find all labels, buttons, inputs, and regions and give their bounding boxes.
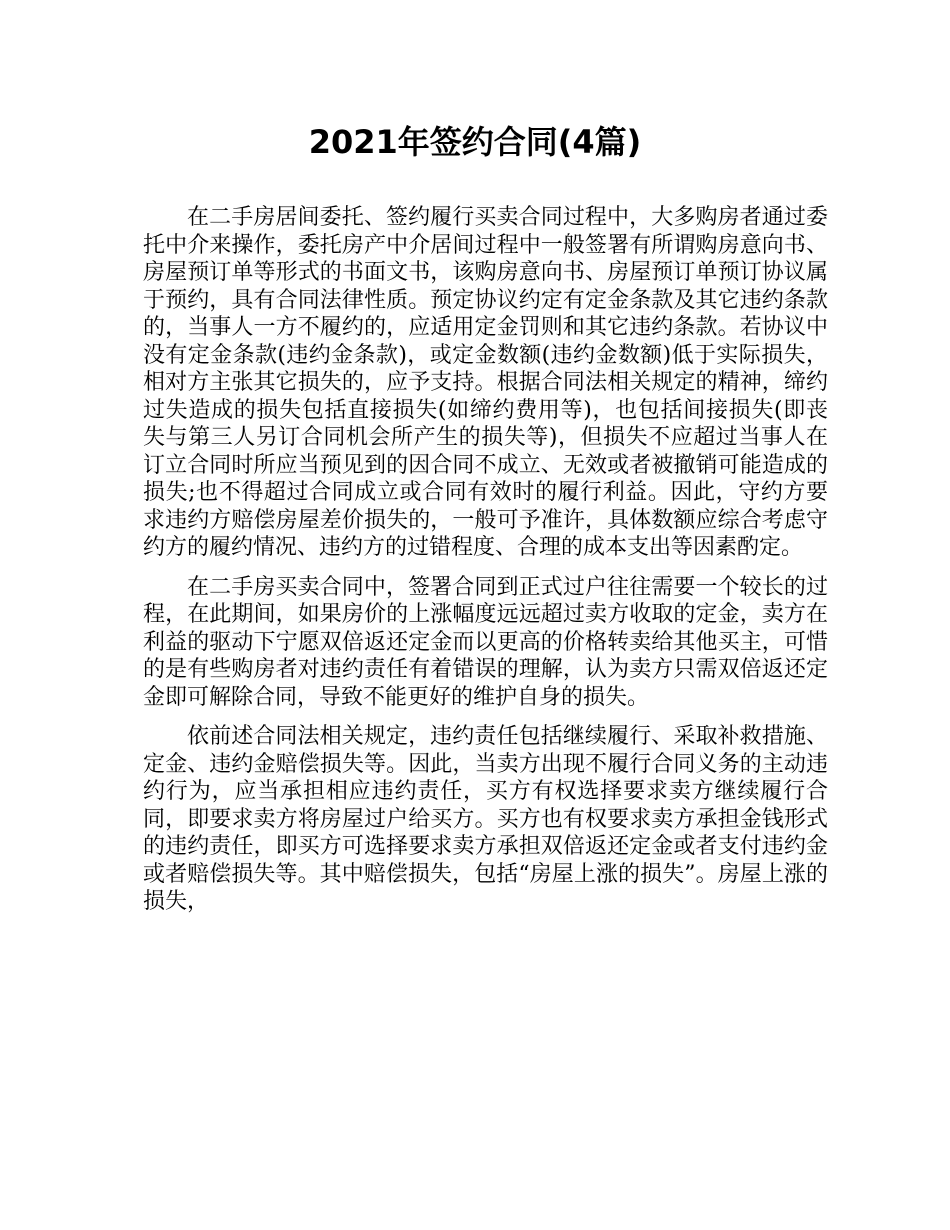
paragraph-2: 在二手房买卖合同中，签署合同到正式过户往往需要一个较长的过程，在此期间，如果房价的上涨幅度远远超过卖方收取的定金，卖方在利益的驱动下宁愿双倍返还定金而以更高的价格转卖给其他买主，可惜的是有些购房者对违约责任有着错误的理解，认为卖方只需双倍返还定金即可解除合同，导致不能更好的维护自身的损失。 xyxy=(143,574,828,710)
paragraph-3: 依前述合同法相关规定，违约责任包括继续履行、采取补救措施、定金、违约金赔偿损失等。因此，当卖方出现不履行合同义务的主动违约行为，应当承担相应违约责任，买方有权选择要求卖方继续履行合同，即要求卖方将房屋过户给买方。买方也有权要求卖方承担金钱形式的违约责任，即买方可选择要求卖方承担双倍返还定金或者支付违约金或者赔偿损失等。其中赔偿损失，包括“房屋上涨的损失”。房屋上涨的损失， xyxy=(143,724,828,914)
document-body xyxy=(143,204,828,928)
paragraph-1: 在二手房居间委托、签约履行买卖合同过程中，大多购房者通过委托中介来操作，委托房产中介居间过程中一般签署有所谓购房意向书、房屋预订单等形式的书面文书，该购房意向书、房屋预订单预订协议属于预约，具有合同法律性质。预定协议约定有定金条款及其它违约条款的，当事人一方不履约的，应适用定金罚则和其它违约条款。若协议中没有定金条款(违约金条款)，或定金数额(违约金数额)低于实际损失，相对方主张其它损失的，应予支持。根据合同法相关规定的精神，缔约过失造成的损失包括直接损失(如缔约费用等)，也包括间接损失(即丧失与第三人另订合同机会所产生的损失等)，但损失不应超过当事人在订立合同时所应当预见到的因合同不成立、无效或者被撤销可能造成的损失;也不得超过合同成立或合同有效时的履行利益。因此，守约方要求违约方赔偿房屋差价损失的，一般可予准许，具体数额应综合考虑守约方的履约情况、违约方的过错程度、合理的成本支出等因素酌定。 xyxy=(143,205,828,560)
document-title: 2021年签约合同(4篇) xyxy=(308,123,642,161)
